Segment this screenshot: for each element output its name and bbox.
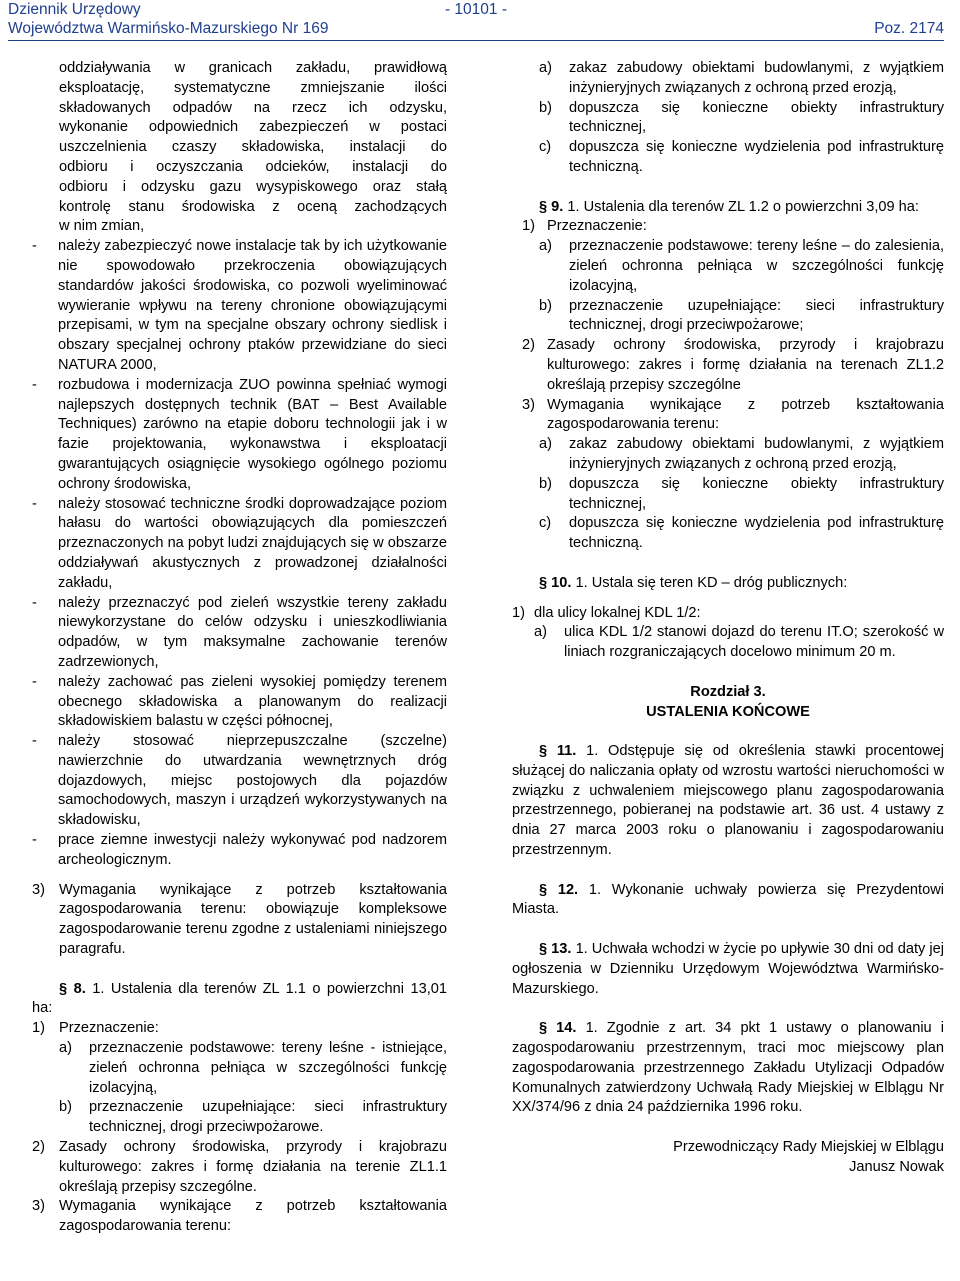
- right-column: [512, 59, 944, 1178]
- lettered-item: a) przeznaczenie podstawowe: tereny leśne – do zalesienia, zieleń ochronna pełniąca w szczególności funkcję izolacyjną,: [539, 238, 944, 294]
- numbered-item: 1) Przeznaczenie:: [522, 218, 647, 235]
- numbered-item: 1) dla ulicy lokalnej KDL 1/2:: [512, 604, 701, 621]
- numbered-item: 2) Zasady ochrony środowiska, przyrody i krajobrazu kulturowego: zakres i formę działania na terenach ZL1.2 określają przepisy szczególne: [522, 337, 944, 393]
- page-number: - 10101 -: [444, 1, 508, 18]
- dash-item: - należy zabezpieczyć nowe instalacje tak by ich użytkowanie nie spowodowało przekroczenia obowiązujących standardów jakości środowiska, co pozwoli wyeliminować wywieranie wpływu na tereny chronione obowiązującymi przepisami, w tym na specjalne obszary ochrony siedlisk i obszary specjalnej ochrony ptaków przewidziane do sieci NATURA 2000,: [32, 238, 447, 373]
- lettered-item: b) przeznaczenie uzupełniające: sieci infrastruktury technicznej, drogi przeciwpożarowe;: [539, 297, 944, 334]
- dash-item: - prace ziemne inwestycji należy wykonywać pod nadzorem archeologicznym.: [32, 832, 447, 868]
- page-header: [8, 0, 944, 40]
- header-row-1: [8, 0, 944, 19]
- section-12: § 12. 1. Wykonanie uchwały powierza się Prezydentowi Miasta.: [512, 881, 944, 918]
- section-number: § 9.: [539, 198, 564, 215]
- dash-item: - należy przeznaczyć pod zieleń wszystkie tereny zakładu niewykorzystane do celów odzysku i unieszkodliwiania odpadów, w tym maksymalne zachowanie terenów zadrzewionych,: [32, 594, 447, 670]
- section-number: § 12.: [539, 881, 579, 898]
- lettered-item: a) zakaz zabudowy obiektami budowlanymi, z wyjątkiem inżynieryjnych związanych z ochroną przed erozją,: [539, 60, 944, 96]
- position-number: Poz. 2174: [874, 20, 944, 37]
- dash-item: - należy stosować techniczne środki doprowadzające poziom hałasu do wartości obowiązujących dla pomieszczeń przeznaczonych na pobyt ludzi znajdujących się w obszarze oddziaływań akustycznych z prowadzonej działalności zakładu,: [32, 495, 447, 591]
- section-number: § 13.: [539, 941, 572, 958]
- section-number: § 11.: [539, 743, 577, 760]
- lettered-item: a) przeznaczenie podstawowe: tereny leśne - istniejące, zieleń ochronna pełniąca w szczególności funkcję izolacyjną,: [59, 1040, 447, 1096]
- signature-name: Janusz Nowak: [849, 1158, 944, 1175]
- text-line: wykonanie odpowiednich zabezpieczeń w postaci: [59, 119, 447, 136]
- voivodeship-title: Województwa Warmińsko-Mazurskiego Nr 169: [8, 20, 329, 37]
- section-8: § 8. 1. Ustalenia dla terenów ZL 1.1 o powierzchni 13,01 ha:: [32, 980, 447, 1017]
- dash-item: - należy zachować pas zieleni wysokiej pomiędzy terenem obecnego składowiska a planowanym do realizacji składowiskiem balastu w części północnej,: [32, 673, 447, 730]
- lettered-item: b) dopuszcza się konieczne obiekty infrastruktury technicznej,: [539, 475, 944, 512]
- chapter-title: Rozdział 3.: [690, 683, 766, 700]
- lettered-item: a) zakaz zabudowy obiektami budowlanymi, z wyjątkiem inżynieryjnych związanych z ochroną przed erozją,: [539, 436, 944, 472]
- section-number: § 8.: [59, 980, 86, 997]
- section-9: § 9. 1. Ustalenia dla terenów ZL 1.2 o powierzchni 3,09 ha:: [539, 198, 919, 215]
- lettered-item: b) dopuszcza się konieczne obiekty infrastruktury technicznej,: [539, 99, 944, 136]
- text-line: uszczelnienia czaszy składowiska, instalacji do: [59, 139, 447, 156]
- chapter-subtitle: USTALENIA KOŃCOWE: [646, 703, 810, 720]
- text-line: eksploatację, systematyczne zmniejszanie ilości: [59, 79, 447, 96]
- lettered-item: c) dopuszcza się konieczne wydzielenia pod infrastrukturę techniczną.: [539, 515, 944, 552]
- numbered-item: 2) Zasady ochrony środowiska, przyrody i krajobrazu kulturowego: zakres i formę działania na terenie ZL1.1 określają przepisy szczególne.: [32, 1139, 447, 1195]
- lettered-item: a) ulica KDL 1/2 stanowi dojazd do terenu IT.O; szerokość w liniach rozgraniczających docelowo minimum 20 m.: [534, 624, 944, 661]
- dash-item: - należy stosować nieprzepuszczalne (szczelne) nawierzchnie do utwardzania wewnętrznych dróg dojazdowych, miejsc postojowych dla pojazdów samochodowych, maszyn i urządzeń wykorzystywanych na składowisku,: [32, 733, 447, 829]
- section-10: § 10. 1. Ustala się teren KD – dróg publicznych:: [539, 574, 848, 591]
- text-line: odbioru i odzysku gazu wysypiskowego oraz stałą: [59, 178, 447, 195]
- numbered-item: 3) Wymagania wynikające z potrzeb kształtowania zagospodarowania terenu:: [522, 396, 944, 433]
- lettered-item: b) przeznaczenie uzupełniające: sieci infrastruktury technicznej, drogi przeciwpożarowe.: [59, 1099, 447, 1136]
- section-number: § 10.: [539, 574, 572, 591]
- journal-title: Dziennik Urzędowy: [8, 1, 141, 18]
- section-13: § 13. 1. Uchwała wchodzi w życie po upływie 30 dni od daty jej ogłoszenia w Dzienniku Urzędowym Województwa Warmińsko-Mazurskiego.: [512, 941, 944, 997]
- dash-item: - rozbudowa i modernizacja ZUO powinna spełniać wymogi najlepszych dostępnych technik (BAT – Best Available Techniques) zarówno na etapie doboru technologii jak i w fazie projektowania, wykonawstwa i eksploatacji gwarantujących osiągnięcie wysokiego ogólnego poziomu ochrony środowiska,: [32, 376, 447, 492]
- section-11: § 11. 1. Odstępuje się od określenia stawki procentowej służącej do naliczania opłaty od wzrostu wartości nieruchomości w związku z uchwaleniem miejscowego planu zagospodarowania przestrzennego, pobieranej na podstawie art. 36 ust. 4 ustawy z dnia 27 marca 2003 roku o planowaniu i zagospodarowaniu przestrzennym.: [512, 743, 945, 859]
- left-column: [32, 59, 447, 1237]
- intro-paragraph: [32, 59, 447, 237]
- numbered-item: 1) Przeznaczenie:: [32, 1020, 159, 1037]
- numbered-item: 3) Wymagania wynikające z potrzeb kształtowania zagospodarowania terenu: obowiązuje kompleksowe zagospodarowanie terenu zgodne z ustaleniami niniejszego paragrafu.: [32, 881, 447, 958]
- numbered-item: 3) Wymagania wynikające z potrzeb kształtowania zagospodarowania terenu:: [32, 1198, 447, 1235]
- lettered-item: c) dopuszcza się konieczne wydzielenia pod infrastrukturę techniczną.: [539, 139, 944, 175]
- text-line: odbioru i oczyszczania odcieków, instalacji do: [59, 158, 447, 175]
- text-line: w nim zmian,: [59, 218, 145, 235]
- text-line: kontrolę stanu środowiska z oceną zachodzących: [59, 198, 447, 215]
- signature-title: Przewodniczący Rady Miejskiej w Elblągu: [673, 1139, 944, 1156]
- text-line: oddziaływania w granicach zakładu, prawidłową: [59, 60, 447, 76]
- section-14: § 14. 1. Zgodnie z art. 34 pkt 1 ustawy o planowaniu i zagospodarowaniu przestrzennym, traci moc miejscowy plan zagospodarowania przestrzennego Zakładu Utylizacji Odpadów Komunalnych zatwierdzony Uchwałą Rady Miejskiej w Elblągu Nr XX/374/96 z dnia 24 października 1996 roku.: [512, 1020, 944, 1116]
- text-line: składowanych odpadów na rzecz ich odzysku,: [59, 99, 447, 116]
- section-number: § 14.: [539, 1020, 577, 1037]
- header-rule: [8, 40, 944, 41]
- header-row-2: [8, 19, 944, 38]
